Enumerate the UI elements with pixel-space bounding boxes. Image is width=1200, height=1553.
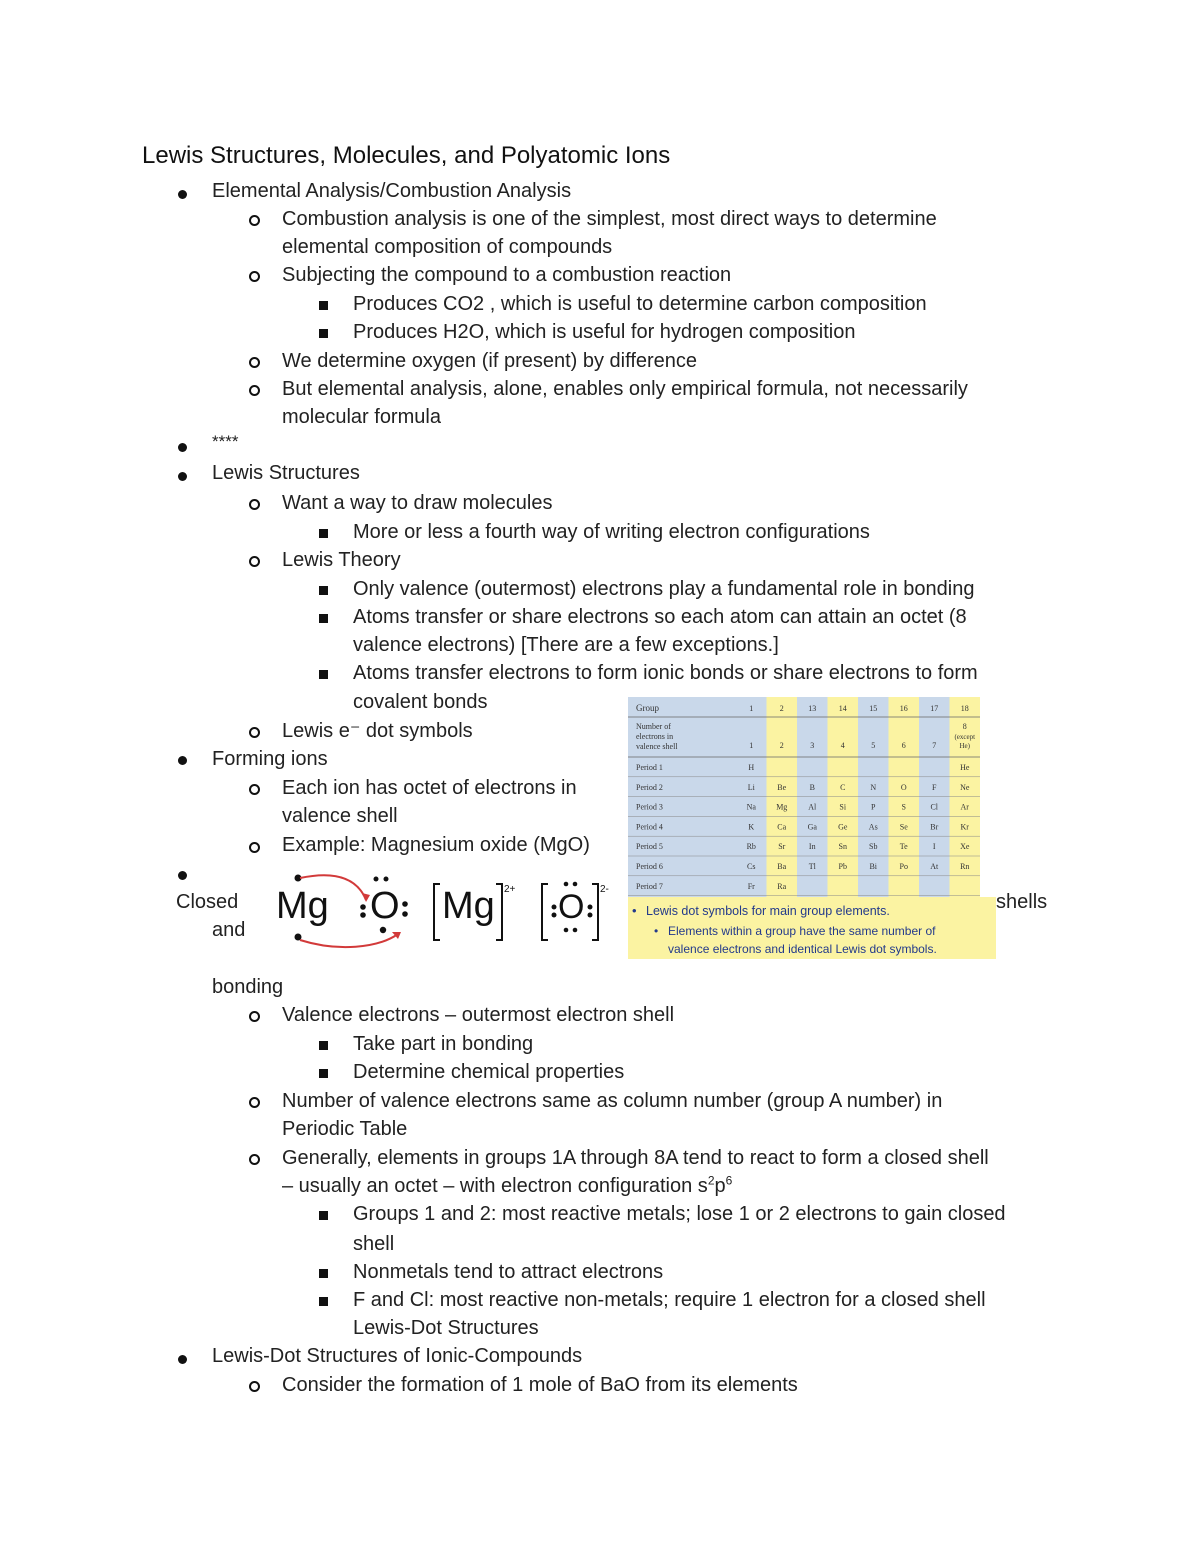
period-label: Period 1 <box>636 763 663 772</box>
list-item: Nonmetals tend to attract electrons <box>353 1261 664 1283</box>
bullet-icon <box>178 472 187 481</box>
group-number: 16 <box>899 704 908 713</box>
element-symbol: K <box>748 822 755 832</box>
square-bullet-icon <box>319 1041 328 1050</box>
list-item: More or less a fourth way of writing electron configurations <box>353 521 870 543</box>
valence-count: 4 <box>840 741 845 750</box>
list-item <box>282 1172 732 1200</box>
element-symbol: Te <box>899 842 908 852</box>
valence-count: 3 <box>810 741 815 750</box>
electron-dot <box>588 913 593 918</box>
element-symbol: Se <box>899 822 908 832</box>
list-item: Produces CO2 , which is useful to determine carbon composition <box>353 293 927 315</box>
circle-bullet-icon <box>249 499 260 510</box>
element-symbol: Sb <box>869 842 878 852</box>
list-item: valence electrons) [There are a few exceptions.] <box>353 634 779 656</box>
element-symbol: Rb <box>746 842 756 852</box>
element-symbol: Xe <box>960 842 970 852</box>
list-item: Lewis-Dot Structures <box>353 1317 539 1339</box>
row-label: electrons in <box>636 732 674 741</box>
period-label: Period 3 <box>636 802 663 812</box>
element-symbol: S <box>901 802 906 812</box>
text-span: p <box>714 1175 726 1197</box>
list-item: Produces H2O, which is useful for hydrogen composition <box>353 321 856 343</box>
o-symbol: O <box>370 885 400 927</box>
element-symbol: Ar <box>960 802 969 812</box>
period-label: Period 5 <box>636 842 663 852</box>
caption-bullet: • <box>654 924 659 938</box>
lewis-dot-table <box>628 697 996 959</box>
element-symbol: Ga <box>807 822 817 832</box>
element-symbol: Ca <box>777 822 787 832</box>
list-item: shell <box>353 1233 395 1255</box>
element-symbol: Li <box>747 782 755 792</box>
element-symbol: P <box>871 802 876 812</box>
list-item: Lewis e⁻ dot symbols <box>282 720 473 742</box>
mgo-lewis-figure <box>268 862 613 950</box>
valence-count: (except <box>954 733 976 741</box>
element-symbol: Ba <box>777 862 787 871</box>
electron-dot <box>384 877 389 882</box>
bracket-left <box>434 884 440 940</box>
list-item: Want a way to draw molecules <box>282 492 553 514</box>
element-symbol: Ge <box>838 822 848 832</box>
bracket-right <box>592 884 598 940</box>
list-item: Combustion analysis is one of the simplest, most direct ways to determine <box>282 208 937 230</box>
bullet-icon <box>178 871 187 880</box>
group-number: 14 <box>838 704 847 713</box>
bullet-icon <box>178 190 187 199</box>
list-item: Periodic Table <box>282 1118 408 1140</box>
caption-line: Lewis dot symbols for main group elements. <box>646 904 890 918</box>
electron-dot <box>360 904 366 910</box>
element-symbol: In <box>808 842 816 852</box>
period-label: Period 4 <box>636 822 663 832</box>
row-label: valence shell <box>636 742 678 751</box>
square-bullet-icon <box>319 529 328 538</box>
element-symbol: Be <box>777 782 787 792</box>
list-item: **** <box>212 432 239 451</box>
list-item: Each ion has octet of electrons in <box>282 777 577 799</box>
valence-count: 6 <box>901 741 906 750</box>
list-item: elemental composition of compounds <box>282 236 613 258</box>
electron-dot <box>360 912 366 918</box>
element-symbol: Rn <box>960 862 970 871</box>
caption-bullet: • <box>632 903 637 918</box>
bullet-icon <box>178 756 187 765</box>
circle-bullet-icon <box>249 842 260 853</box>
element-symbol: Cl <box>930 802 939 812</box>
electron-dot <box>380 927 386 933</box>
electron-dot <box>552 905 557 910</box>
element-symbol: Mg <box>776 802 788 812</box>
element-symbol: Ne <box>960 782 970 792</box>
valence-count: 7 <box>932 741 937 750</box>
list-item: Valence electrons – outermost electron shell <box>282 1004 675 1026</box>
list-item: But elemental analysis, alone, enables only empirical formula, not necessarily <box>282 378 968 400</box>
arrowhead-icon <box>362 893 370 902</box>
group-number: 13 <box>808 704 817 713</box>
period-label: Period 2 <box>636 782 663 792</box>
element-symbol: H <box>748 763 755 772</box>
circle-bullet-icon <box>249 357 260 368</box>
circle-bullet-icon <box>249 1154 260 1165</box>
square-bullet-icon <box>319 614 328 623</box>
bracket-right <box>496 884 502 940</box>
caption-line: valence electrons and identical Lewis dot symbols. <box>668 942 937 956</box>
list-item: Elemental Analysis/Combustion Analysis <box>212 180 572 202</box>
circle-bullet-icon <box>249 784 260 795</box>
mg-ion-symbol: Mg <box>442 885 495 927</box>
list-item: Groups 1 and 2: most reactive metals; lose 1 or 2 electrons to gain closed <box>353 1203 1006 1225</box>
list-item: Atoms transfer electrons to form ionic bonds or share electrons to form <box>353 662 978 684</box>
square-bullet-icon <box>319 1211 328 1220</box>
circle-bullet-icon <box>249 1381 260 1392</box>
list-item: Lewis Theory <box>282 549 401 571</box>
square-bullet-icon <box>319 1069 328 1078</box>
list-item: molecular formula <box>282 406 441 428</box>
electron-dot <box>573 882 578 887</box>
circle-bullet-icon <box>249 1097 260 1108</box>
element-symbol: Br <box>930 822 939 832</box>
element-symbol: O <box>900 782 907 792</box>
circle-bullet-icon <box>249 271 260 282</box>
valence-count: 8 <box>962 722 967 731</box>
electron-dot <box>374 877 379 882</box>
square-bullet-icon <box>319 586 328 595</box>
list-item: Subjecting the compound to a combustion reaction <box>282 264 732 286</box>
valence-count: 1 <box>749 741 754 750</box>
element-symbol: As <box>868 822 878 832</box>
element-symbol: Tl <box>808 862 816 871</box>
circle-bullet-icon <box>249 215 260 226</box>
valence-count: He) <box>959 742 970 750</box>
circle-bullet-icon <box>249 385 260 396</box>
list-item: We determine oxygen (if present) by difference <box>282 350 698 372</box>
element-symbol: N <box>870 782 877 792</box>
electron-dot <box>552 913 557 918</box>
valence-count: 5 <box>871 741 876 750</box>
element-symbol: At <box>930 862 939 871</box>
list-item: Only valence (outermost) electrons play a fundamental role in bonding <box>353 578 975 600</box>
circle-bullet-icon <box>249 556 260 567</box>
element-symbol: Bi <box>869 862 878 871</box>
electron-dot <box>402 911 408 917</box>
list-item: Generally, elements in groups 1A through 8A tend to react to form a closed shell <box>282 1147 989 1169</box>
element-symbol: Sn <box>838 842 847 852</box>
element-symbol: C <box>840 782 846 792</box>
list-item: Lewis-Dot Structures of Ionic-Compounds <box>212 1345 583 1367</box>
list-item: Closed <box>176 891 239 913</box>
superscript: 6 <box>725 1173 733 1188</box>
element-symbol: F <box>932 782 937 792</box>
element-symbol: Pb <box>838 862 847 871</box>
list-item: Lewis Structures <box>212 462 360 484</box>
period-label: Period 6 <box>636 862 663 871</box>
square-bullet-icon <box>319 1269 328 1278</box>
element-symbol: Fr <box>747 881 755 891</box>
element-symbol: I <box>932 842 936 852</box>
group-number: 2 <box>779 704 784 713</box>
electron-dot <box>402 901 408 907</box>
square-bullet-icon <box>319 1297 328 1306</box>
list-item: covalent bonds <box>353 691 488 713</box>
list-item: Example: Magnesium oxide (MgO) <box>282 834 590 856</box>
square-bullet-icon <box>319 670 328 679</box>
list-item: Number of valence electrons same as column number (group A number) in <box>282 1090 943 1112</box>
list-item: Forming ions <box>212 748 328 770</box>
group-header: Group <box>636 703 659 713</box>
group-number: 18 <box>960 704 969 713</box>
superscript: 2 <box>707 1173 715 1188</box>
element-symbol: Cs <box>747 862 756 871</box>
list-item: F and Cl: most reactive non-metals; require 1 electron for a closed shell <box>353 1289 986 1311</box>
page-title: Lewis Structures, Molecules, and Polyatomic Ions <box>142 142 671 169</box>
lewis-dot-table-figure <box>628 697 996 959</box>
period-label: Period 7 <box>636 881 663 891</box>
list-item: Take part in bonding <box>353 1033 534 1055</box>
list-item: Consider the formation of 1 mole of BaO from its elements <box>282 1374 798 1396</box>
bracket-left <box>542 884 548 940</box>
group-number: 15 <box>869 704 878 713</box>
electron-dot <box>564 928 569 933</box>
row-label: Number of <box>636 722 671 731</box>
element-symbol: He <box>960 763 970 772</box>
list-item: and <box>212 919 246 941</box>
element-symbol: Sr <box>778 842 786 852</box>
o-charge: 2- <box>600 884 609 895</box>
transfer-arrow-icon <box>300 934 398 947</box>
list-item: Atoms transfer or share electrons so each atom can attain an octet (8 <box>353 606 967 628</box>
list-item: bonding <box>212 976 284 998</box>
circle-bullet-icon <box>249 1011 260 1022</box>
caption-line: Elements within a group have the same number of <box>668 924 936 938</box>
o-ion-symbol: O <box>558 888 585 926</box>
element-symbol: Kr <box>960 822 969 832</box>
circle-bullet-icon <box>249 727 260 738</box>
element-symbol: B <box>809 782 815 792</box>
electron-dot <box>564 882 569 887</box>
list-item: valence shell <box>282 805 398 827</box>
mg-symbol: Mg <box>276 885 329 927</box>
mg-charge: 2+ <box>504 884 516 895</box>
valence-count: 2 <box>779 741 784 750</box>
element-symbol: Si <box>839 802 847 812</box>
electron-dot <box>573 928 578 933</box>
text-span: – usually an octet – with electron configuration s <box>282 1175 708 1197</box>
group-number: 1 <box>749 704 754 713</box>
element-symbol: Al <box>808 802 817 812</box>
list-item: shells <box>996 891 1048 913</box>
element-symbol: Po <box>899 862 908 871</box>
element-symbol: Na <box>746 802 756 812</box>
element-symbol: Ra <box>777 881 787 891</box>
square-bullet-icon <box>319 301 328 310</box>
bullet-icon <box>178 1355 187 1364</box>
square-bullet-icon <box>319 329 328 338</box>
list-item: Determine chemical properties <box>353 1061 625 1083</box>
electron-dot <box>588 905 593 910</box>
bullet-icon <box>178 443 187 452</box>
group-number: 17 <box>930 704 939 713</box>
